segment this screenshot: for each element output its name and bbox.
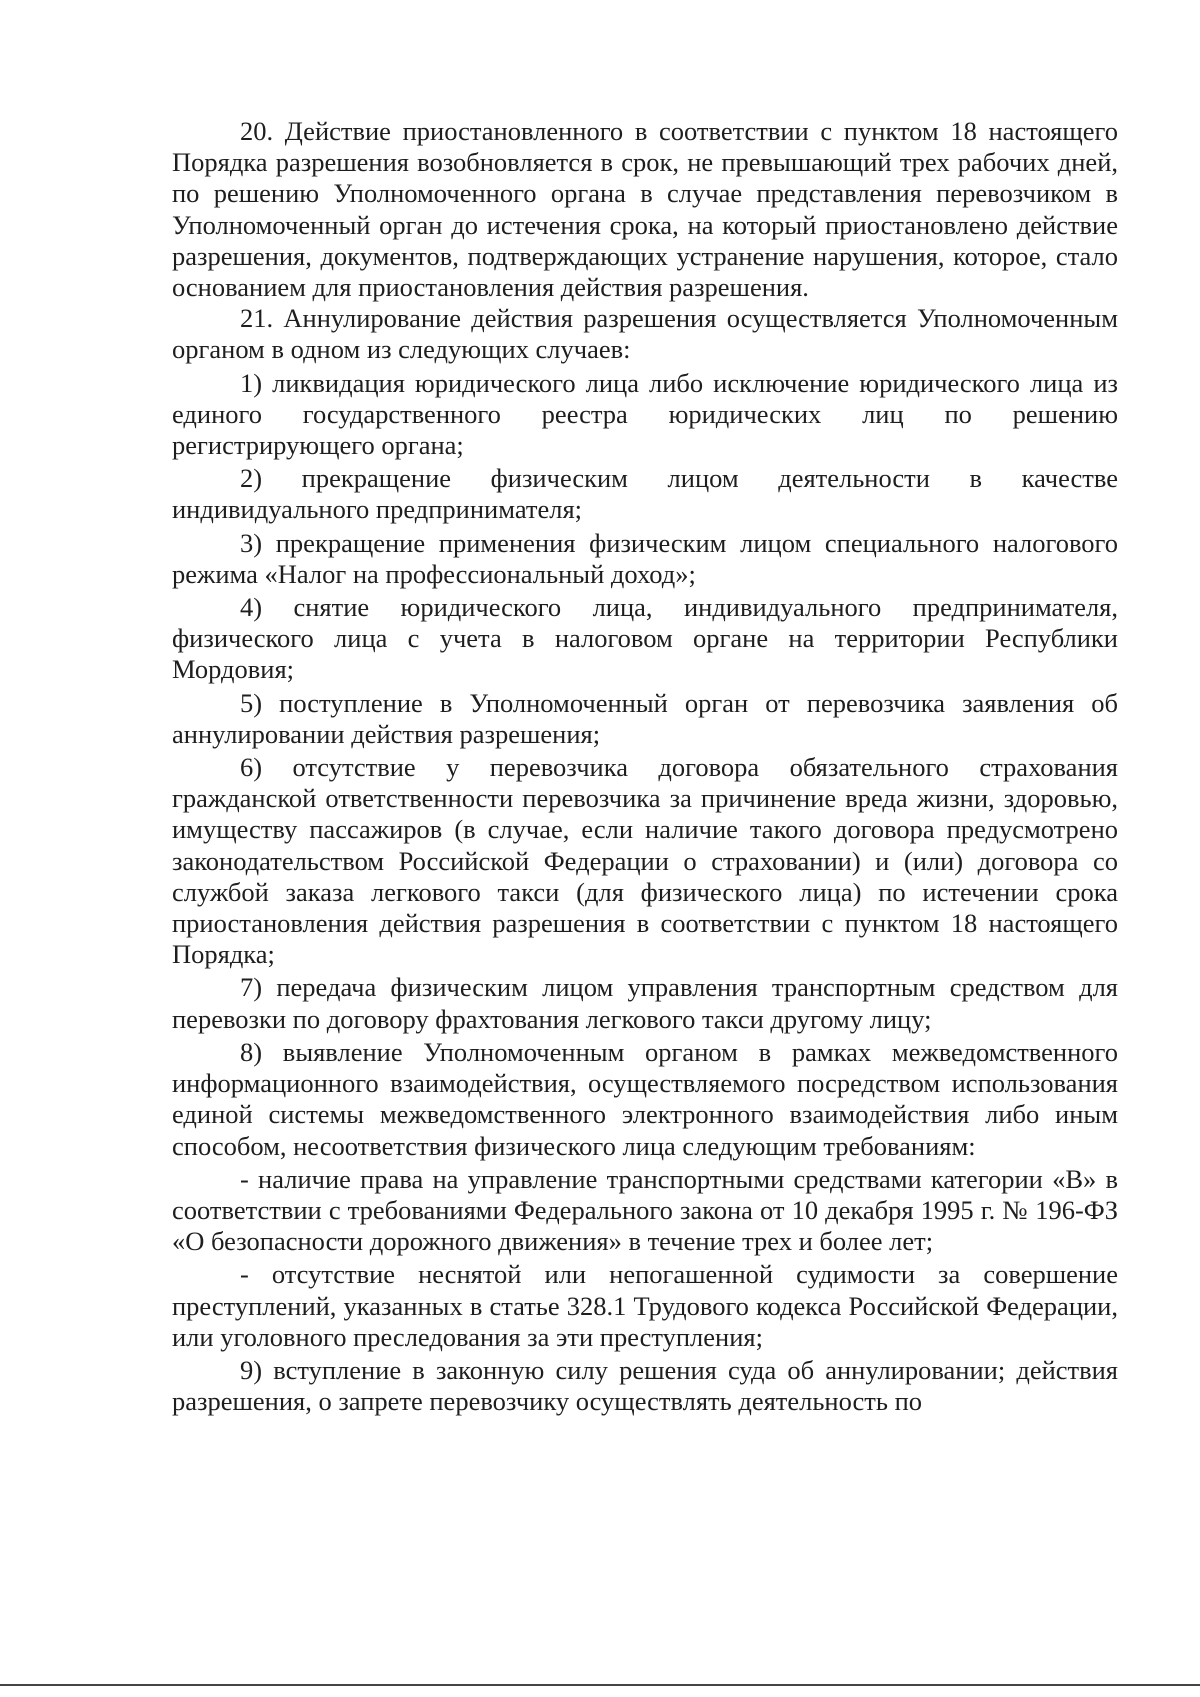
list-item-4: 4) снятие юридического лица, индивидуального предпринимателя, физического лица с учета в налоговом органе на территории Республики Мордовия; xyxy=(172,592,1118,685)
document-body xyxy=(172,116,1118,1417)
paragraph-21: 21. Аннулирование действия разрешения осуществляется Уполномоченным органом в одном из следующих случаев: xyxy=(172,303,1118,365)
list-item-5: 5) поступление в Уполномоченный орган от перевозчика заявления об аннулировании действия разрешения; xyxy=(172,687,1118,749)
list-item-1: 1) ликвидация юридического лица либо исключение юридического лица из единого государственного реестра юридических лиц по решению регистрирующего органа; xyxy=(172,367,1118,461)
list-item-6: 6) отсутствие у перевозчика договора обязательного страхования гражданской ответственности перевозчика за причинение вреда жизни, здоровью, имуществу пассажиров (в случае, если наличие такого договора предусмотрено законодательством Российской Федерации о страховании) и (или) договора со службой заказа легкового такси (для физического лица) по истечении срока приостановления действия разрешения в соответствии с пунктом 18 настоящего Порядка; xyxy=(172,752,1118,970)
list-item-7: 7) передача физическим лицом управления транспортным средством для перевозки по договору фрахтования легкового такси другому лицу; xyxy=(172,972,1118,1034)
list-item-3: 3) прекращение применения физическим лицом специального налогового режима «Налог на профессиональный доход»; xyxy=(172,527,1118,589)
requirement-driving-license: - наличие права на управление транспортными средствами категории «В» в соответствии с требованиями Федерального закона от 10 декабря 1995 г. № 196-ФЗ «О безопасности дорожного движения» в течение трех и более лет; xyxy=(172,1163,1118,1257)
paragraph-20: 20. Действие приостановленного в соответствии с пунктом 18 настоящего Порядка разрешения возобновляется в срок, не превышающий трех рабочих дней, по решению Уполномоченного органа в случае представления перевозчиком в Уполномоченный орган до истечения срока, на который приостановлено действие разрешения, документов, подтверждающих устранение нарушения, которое, стало основанием для приостановления действия разрешения. xyxy=(172,116,1118,303)
page-bottom-rule xyxy=(0,1684,1200,1686)
list-item-8: 8) выявление Уполномоченным органом в рамках межведомственного информационного взаимодействия, осуществляемого посредством использования единой системы межведомственного электронного взаимодействия либо иным способом, несоответствия физического лица следующим требованиям: xyxy=(172,1036,1118,1161)
list-item-2: 2) прекращение физическим лицом деятельности в качестве индивидуального предпринимателя; xyxy=(172,463,1118,525)
list-item-9: 9) вступление в законную силу решения суда об аннулировании; действия разрешения, о запрете перевозчику осуществлять деятельность по xyxy=(172,1354,1118,1417)
requirement-no-criminal-record: - отсутствие неснятой или непогашенной судимости за совершение преступлений, указанных в статье 328.1 Трудового кодекса Российской Федерации, или уголовного преследования за эти преступления; xyxy=(172,1259,1118,1352)
